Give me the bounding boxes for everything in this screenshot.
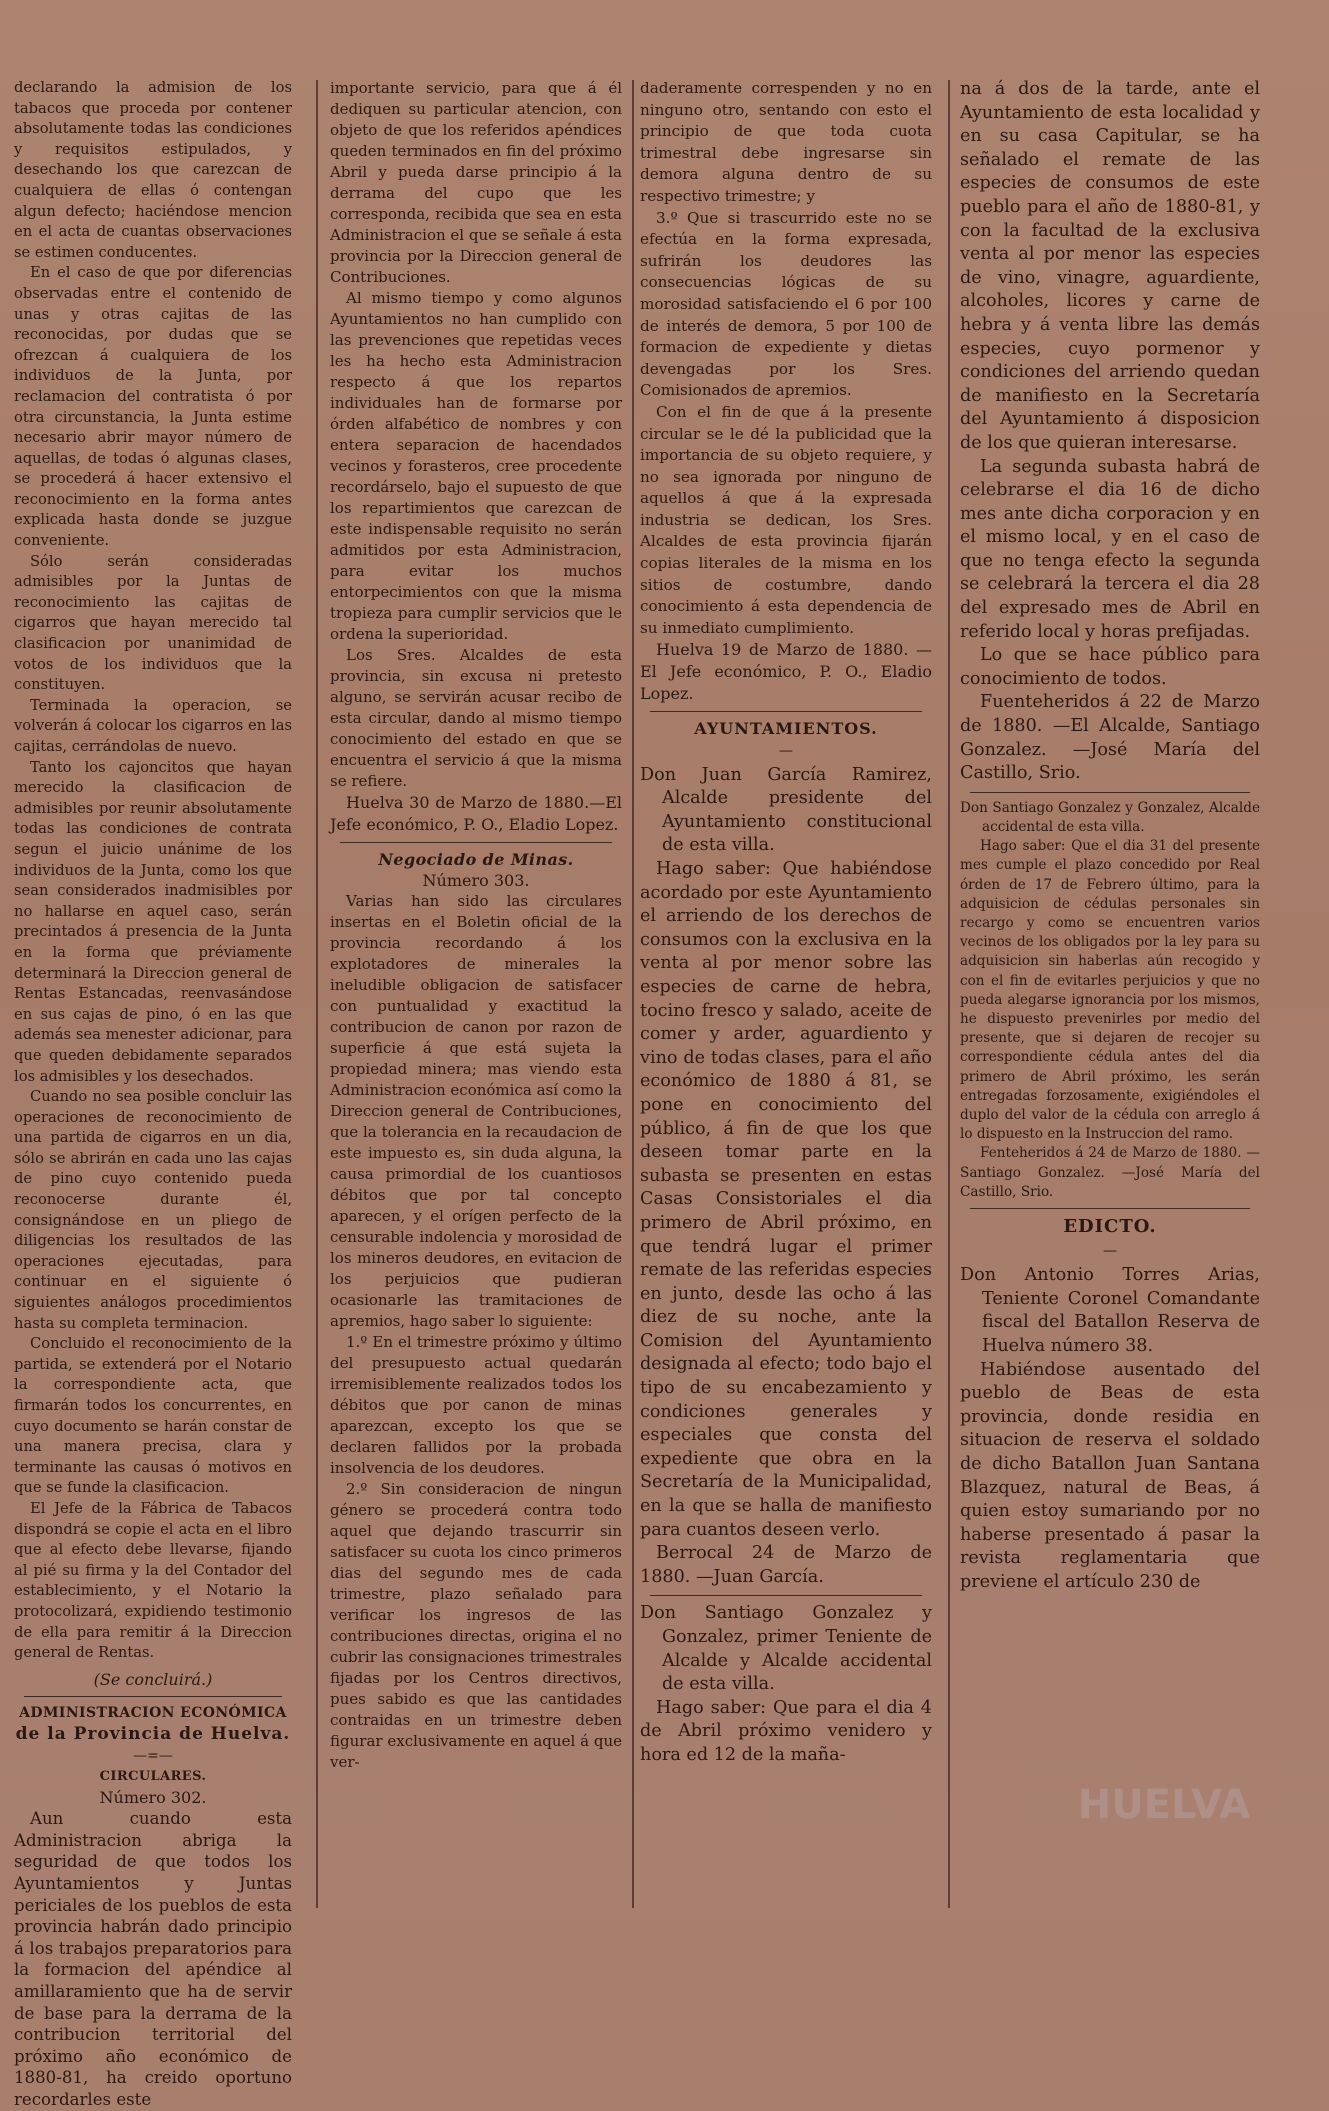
paragraph: 3.º Que si trascurrido este no se efectúa en la forma expresada, sufrirán los deudores las consecuencias lógicas de su morosidad satisfaciendo el 6 por 100 de interés de demora, 5 por 100 de formacion de expediente y dietas devengadas por los Sres. Comisionados de apremios.	[640, 208, 932, 400]
notice-header: Don Santiago Gonzalez y Gonzalez, Alcalde accidental de esta villa.	[960, 799, 1260, 836]
notice-header: Don Juan García Ramirez, Alcalde presidente del Ayuntamiento constitucional de esta villa.	[640, 764, 932, 856]
section-divider	[24, 1696, 282, 1697]
paragraph: Aun cuando esta Administracion abriga la seguridad de que todos los Ayuntamientos y Juntas periciales de los pueblos de esta provincia habrán dado principio á los trabajos preparatorios para la formacion del apéndice al amillaramiento que ha de servir de base para la derrama de la contribucion territorial del próximo año económico de 1880-81, ha creido oportuno recordarles este	[14, 1809, 292, 2109]
paragraph: Tanto los cajoncitos que hayan merecido la clasificacion de admisibles por reunir absolutamente todas las condiciones de contrata segun el juicio unánime de los individuos de la Junta, como los que sean considerados inadmisibles por no hallarse en aquel caso, serán precintados á presencia de la Junta en la forma que préviamente determinará la Direccion general de Rentas Estancadas, reenvasándose en sus cajas de pino, ó en las que además sea menester adicionar, para que queden debidamente separados los admisibles y los desechados.	[14, 758, 292, 1085]
signature-line: Fuenteheridos á 22 de Marzo de 1880. —El Alcalde, Santiago Gonzalez. —José María del Castillo, Srio.	[960, 692, 1260, 784]
paragraph: Hago saber: Que para el dia 4 de Abril próximo venidero y hora ed 12 de la maña-	[640, 1697, 932, 1765]
admin-title: ADMINISTRACION ECONÓMICA	[19, 1705, 287, 1722]
notice-header: Don Santiago Gonzalez y Gonzalez, primer Teniente de Alcalde y Alcalde accidental de esta villa.	[640, 1603, 932, 1695]
signature-line: Berrocal 24 de Marzo de 1880. —Juan García.	[640, 1543, 932, 1587]
column-3	[640, 78, 932, 1910]
notice-header: Don Antonio Torres Arias, Teniente Coronel Comandante fiscal del Batallon Reserva de Huelva número 38.	[960, 1265, 1260, 1357]
paragraph: La segunda subasta habrá de celebrarse el dia 16 de dicho mes ante dicha corporacion y en el mismo local, y en el caso de que no tenga efecto la segunda se celebrará la tercera el dia 28 del expresado mes de Abril en referido local y horas prefijadas.	[960, 456, 1260, 642]
paragraph: declarando la admision de los tabacos que proceda por contener absolutamente todas las condiciones y requisitos estipulados, y desechando los que carezcan de cualquiera de ellas ó contengan algun defecto; haciéndose mencion en el acta de cuantas observaciones se estimen conducentes.	[14, 79, 292, 261]
ornament-divider: —	[1103, 1242, 1117, 1259]
paragraph: Los Sres. Alcaldes de esta provincia, sin excusa ni pretesto alguno, se servirán acusar recibo de esta circular, dando al mismo tiempo conocimiento del estado en que se encuentra el servicio á que la misma se refiere.	[330, 646, 622, 790]
admin-subtitle: de la Provincia de Huelva.	[15, 1723, 291, 1744]
column-rule	[948, 80, 950, 1908]
column-1	[14, 78, 292, 2109]
section-divider	[340, 842, 612, 843]
section-divider	[970, 1208, 1250, 1209]
paragraph: 1.º En el trimestre próximo y último del presupuesto actual quedarán irremisiblemente realizados todos los débitos que por canon de minas aparezcan, excepto los que se declaren fallidos por la probada insolvencia de los deudores.	[330, 1333, 622, 1477]
paragraph: Al mismo tiempo y como algunos Ayuntamientos no han cumplido con las prevenciones que repetidas veces les ha hecho esta Administracion respecto á que los repartos individuales han de formarse por órden alfabético de nombres y con entera separacion de hacendados vecinos y forasteros, cree procedente recordárselo, bajo el supuesto de que los repartimientos que carezcan de este indispensable requisito no serán admitidos por esta Administracion, para evitar los muchos entorpecimientos con que la misma tropieza para cumplir servicios que le ordena la superioridad.	[330, 289, 622, 643]
paragraph: Con el fin de que á la presente circular se le dé la publicidad que la importancia de su objeto requiere, y no sea ignorada por ninguno de aquellos á que á la expresada industria se dedican, los Sres. Alcaldes de esta provincia fijarán copias literales de la misma en los sitios de costumbre, dando conocimiento á esta dependencia de su inmediato cumplimiento.	[640, 402, 932, 637]
paragraph: daderamente correspenden y no en ninguno otro, sentando con esto el principio de que toda cuota trimestral debe ingresarse sin demora alguna dentro de su respectivo trimestre; y	[640, 79, 932, 205]
paragraph: Hago saber: Que habiéndose acordado por este Ayuntamiento el arriendo de los derechos de consumos con la exclusiva en la venta al por menor sobre las especies de carne de hebra, tocino fresco y salado, aceite de comer y arder, aguardiento y vino de todas clases, para el año económico de 1880 á 81, se pone en conocimiento del público, á fin de que los que deseen tomar parte en la subasta se presenten en estas Casas Consistoriales el dia primero de Abril próximo, en que tendrá lugar el primer remate de las referidas especies en junto, desde las ocho á las diez de su noche, ante la Comision del Ayuntamiento designada al efecto; todo bajo el tipo de su encabezamiento y condiciones generales y especiales que consta del expediente que obra en la Secretaría de la Municipalidad, en la que se halla de manifiesto para cuantos deseen verlo.	[640, 859, 932, 1540]
paragraph: El Jefe de la Fábrica de Tabacos dispondrá se copie el acta en el libro que al efecto debe llevarse, fijando al pié su firma y la del Contador del establecimiento, y el Notario la protocolizará, expidiendo testimonio de ella para remitir á la Direccion general de Rentas.	[14, 1499, 292, 1662]
circulares-heading: CIRCULARES.	[99, 1769, 207, 1785]
column-2	[330, 78, 622, 1910]
edicto-heading: EDICTO.	[1063, 1216, 1157, 1238]
signature-line: Fenteheridos á 24 de Marzo de 1880. —Santiago Gonzalez. —José María del Castillo, Srio.	[960, 1145, 1260, 1200]
column-4	[960, 78, 1260, 1910]
paragraph: Lo que se hace público para conocimiento de todos.	[960, 645, 1260, 689]
section-divider	[650, 711, 922, 712]
paragraph: En el caso de que por diferencias observadas entre el contenido de unas y otras cajitas de las reconocidas, por dudas que se ofrezcan á cualquiera de los individuos de la Junta, por reclamacion del contratista ó por otra circunstancia, la Junta estime necesario abrir mayor número de aquellas, de todas ó algunas clases, se procederá á hacer extensivo el reconocimiento en la forma antes explicada hasta donde se juzgue conveniente.	[14, 264, 292, 550]
section-divider	[970, 792, 1250, 793]
signature-line: Huelva 30 de Marzo de 1880.—El Jefe económico, P. O., Eladio Lopez.	[330, 793, 622, 834]
paragraph: Habiéndose ausentado del pueblo de Beas de esta provincia, donde residia en situacion de reserva el soldado de dicho Batallon Juan Santana Blazquez, natural de Beas, á quien estoy sumariando por no haberse presentado á pasar la revista reglamentaria que previene el artículo 230 de	[960, 1359, 1260, 1592]
signature-line: Huelva 19 de Marzo de 1880. —El Jefe económico, P. O., Eladio Lopez.	[640, 640, 932, 704]
paragraph: Hago saber: Que el dia 31 del presente mes cumple el plazo concedido por Real órden de 17 de Febrero último, para la adquisicion de cédulas personales sin recargo y como se encuentren varios vecinos de los obligados por la ley para su adquisicion sin haberlas aún recogido y con el fin de evitarles perjuicios y que no pueda alegarse ignorancia por los mismos, he dispuesto prevenirles por medio del presente, que si dejaren de recojer su correspondiente cédula antes del dia primero de Abril próximo, les serán entregadas forzosamente, exigiéndoles el duplo del valor de la cédula con arreglo á lo dispuesto en la Instruccion del ramo.	[960, 838, 1260, 1143]
paragraph: Varias han sido las circulares insertas en el Boletin oficial de la provincia recordando á los explotadores de minerales la ineludible obligacion de satisfacer con puntualidad y exactitud la contribucion de canon por razon de superficie á que está sujeta la propiedad minera; mas viendo esta Administracion económica así como la Direccion general de Contribuciones, que la tolerancia en la recaudacion de este impuesto es, sin duda alguna, la causa primordial de los cuantiosos débitos que por tal concepto aparecen, y el orígen perfecto de la censurable indolencia y morosidad de los mineros deudores, en evitacion de los perjuicios que pudieran ocasionarle las tramitaciones de apremios, hago saber lo siguiente:	[330, 892, 622, 1330]
numero-303: Número 303.	[422, 871, 530, 890]
library-watermark: HUELVA	[1077, 1782, 1251, 1828]
numero-302: Número 302.	[99, 1787, 207, 1807]
paragraph: Cuando no sea posible concluir las operaciones de reconocimiento de una partida de cigarros en un dia, sólo se abrirán en cada uno las cajas de pino cuyo contenido pueda reconocerse durante él, consignándose en un pliego de diligencias los resultados de las operaciones ejecutadas, para continuar en el siguiente ó siguientes análogos procedimientos hasta su completa terminacion.	[14, 1088, 292, 1332]
paragraph: importante servicio, para que á él dediquen su particular atencion, con objeto de que los referidos apéndices queden terminados en fin del próximo Abril y pueda darse principio á la derrama del cupo que les corresponda, recibida que sea en esta Administracion el que se señale á esta provincia por la Direccion general de Contribuciones.	[330, 79, 622, 286]
negociado-heading: Negociado de Minas.	[378, 850, 574, 869]
paragraph: Sólo serán consideradas admisibles por la Juntas de reconocimiento las cajitas de cigarros que hayan merecido tal clasificacion por unanimidad de votos de los individuos que la constituyen.	[14, 552, 292, 694]
se-concluira: (Se concluirá.)	[93, 1669, 213, 1689]
paragraph: na á dos de la tarde, ante el Ayuntamiento de esta localidad y en su casa Capitular, se ha señalado el remate de las especies de consumos de este pueblo para el año de 1880-81, y con la facultad de la exclusiva venta al por menor las especies de vino, vinagre, aguardiente, alcoholes, licores y carne de hebra y á venta libre las demás especies, cuyo pormenor y condiciones del arriendo quedan de manifiesto en la Secretaría del Ayuntamiento á disposicion de los que quieran interesarse.	[960, 79, 1260, 453]
ayuntamientos-heading: AYUNTAMIENTOS.	[694, 719, 878, 739]
paragraph: Terminada la operacion, se volverán á colocar los cigarros en las cajitas, cerrándolas de nuevo.	[14, 696, 292, 755]
paragraph: 2.º Sin consideracion de ningun género se procederá contra todo aquel que dejando trascurrir sin satisfacer su cuota los cinco primeros dias del segundo mes de cada trimestre, plazo señalado para verificar los ingresos de las contribuciones directas, origina el no cubrir las consignaciones trimestrales fijadas por los Centros directivos, pues sabido es que las cantidades contraidas en un trimestre deben figurar exclusivamente en aquel á que ver-	[330, 1480, 622, 1771]
column-rule	[632, 80, 634, 1908]
section-divider	[650, 1595, 922, 1596]
ornament-divider: —	[779, 743, 793, 760]
paragraph: Concluido el reconocimiento de la partida, se extenderá por el Notario la correspondiente acta, que firmarán todos los concurrentes, en cuyo documento se harán constar de una manera precisa, clara y terminante las causas ó motivos en que se funde la clasificacion.	[14, 1335, 292, 1497]
column-rule	[316, 80, 318, 1908]
ornament-divider: —=—	[133, 1747, 173, 1764]
